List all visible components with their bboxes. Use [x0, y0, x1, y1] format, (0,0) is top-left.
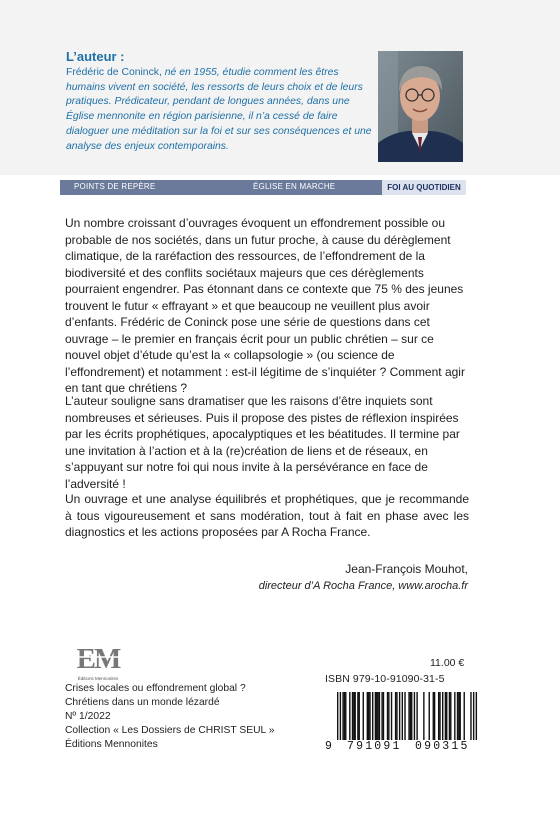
author-portrait [378, 51, 463, 162]
book-number: Nº 1/2022 [65, 710, 111, 722]
barcode-bar [357, 692, 358, 740]
book-title: Crises locales ou effondrement global ? [65, 683, 246, 694]
barcode-bar [387, 692, 388, 740]
barcode-group-1: 791091 [347, 740, 402, 753]
barcode-bar [352, 692, 353, 740]
barcode-bar [402, 692, 403, 740]
description-paragraph-2: L’auteur souligne sans dramatiser que les raisons d’être inquiets sont nombreuses et sérieuses. Puis il propose des pistes de réflexion inspirées par les écrits prophétiques, apocalyptiques et les béatitudes. Il termine par une invitation à l’action et à la (re)création de liens et de réseaux, en s’appuyant sur notre foi qui nous invite à la persévérance en face de l’adversité ! [65, 394, 460, 491]
barcode-bar [446, 692, 447, 740]
barcode-bar [433, 692, 434, 740]
barcode-bar [391, 692, 392, 740]
book-info [65, 682, 274, 752]
barcode-bar [368, 692, 369, 740]
barcode-bar [434, 692, 435, 740]
signature-name: Jean-François Mouhot, [345, 562, 468, 576]
barcode-bar [396, 692, 397, 740]
nav-tab-eglise-en-marche: ÉGLISE EN MARCHE [253, 182, 336, 191]
publisher-logo [68, 642, 128, 681]
portrait-image [378, 51, 463, 162]
author-section [0, 0, 560, 175]
description-paragraph-1: Un nombre croissant d’ouvrages évoquent un effondrement possible ou probable de nos sociétés, dans un futur proche, à cause du dérèglement climatique, de la raréfaction des ressources, de l’effondrement de la biodiversité et des conflits sociétaux majeurs que ces dérèglements pourraient engendrer. Pas étonnant dans ce contexte que 75 % des jeunes trouvent le futur « effrayant » et que beaucoup ne veuillent plus avoir d’enfants. Frédéric de Coninck pose une série de questions dans cet ouvrage – le premier en français écrit pour un public chrétien – sur ce nouvel objet d’étude qu’est la « collapsologie » (ou science de l’effondrement) et notamment : est-il légitime de s’inquiéter ? Comment agir en tant que chrétiens ? [65, 216, 465, 395]
barcode-bar [345, 692, 346, 740]
author-bio [66, 66, 372, 154]
nav-tab-foi-au-quotidien: FOI AU QUOTIDIEN [382, 180, 466, 195]
barcode-bar [464, 692, 465, 740]
barcode-bar [369, 692, 370, 740]
author-name: Frédéric de Coninck, [66, 67, 162, 78]
barcode-bar [375, 692, 376, 740]
barcode-bar [423, 692, 424, 740]
author-bio-text: né en 1955, étudie comment les êtres humains vivent en société, les ressorts de leurs choix et de leurs pratiques. Prédicateur, pendant de longues années, dans une Église mennonite en région parisienne, il n’a cessé de faire dialoguer une méditation sur la foi et sur ses conséquences et une analyse des enjeux contemporains. [66, 67, 372, 152]
em-logo-icon [68, 642, 128, 672]
book-subtitle: Chrétiens dans un monde lézardé [65, 696, 220, 708]
book-collection: Collection « Les Dossiers de CHRIST SEUL » [65, 724, 275, 736]
barcode-bar [470, 692, 471, 740]
barcode-bar [429, 692, 430, 740]
barcode-bar [355, 692, 356, 740]
barcode-bar [473, 692, 474, 740]
logo-caption: Éditions Mennonites [77, 676, 119, 681]
barcode-bar [404, 692, 405, 740]
barcode-bar [337, 692, 338, 740]
barcode-bar [438, 692, 439, 740]
barcode-bar [376, 692, 377, 740]
logo-letters: EM [76, 643, 120, 672]
barcode-bar [416, 692, 417, 740]
isbn-text: ISBN 979-10-91090-31-5 [325, 673, 445, 685]
barcode-first-digit: 9 [325, 740, 332, 753]
barcode-bar [379, 692, 380, 740]
barcode-bar [372, 692, 373, 740]
nav-tab-points-de-repere: POINTS DE REPÈRE [74, 182, 156, 191]
barcode-bar [439, 692, 440, 740]
barcode-bar [449, 692, 450, 740]
barcode-bar [349, 692, 350, 740]
barcode-bar [359, 692, 360, 740]
barcode-bar [450, 692, 451, 740]
barcode-bar [411, 692, 412, 740]
barcode-bar [445, 692, 446, 740]
series-nav-bar [60, 180, 466, 195]
barcode-bar [367, 692, 368, 740]
barcode-bar [388, 692, 389, 740]
barcode-bar [410, 692, 411, 740]
barcode-bar [340, 692, 341, 740]
barcode-bar [381, 692, 382, 740]
barcode-bar [363, 692, 364, 740]
barcode-bar [399, 692, 400, 740]
barcode-bar [414, 692, 415, 740]
barcode-bar [383, 692, 384, 740]
barcode-bar [442, 692, 443, 740]
price: 11.00 € [430, 657, 465, 669]
signature-role: directeur d’A Rocha France, www.arocha.fr [258, 580, 468, 592]
barcode-bar [408, 692, 409, 740]
barcode-bar [460, 692, 461, 740]
barcode-bar [457, 692, 458, 740]
barcode-bar [395, 692, 396, 740]
barcode-bar [342, 692, 343, 740]
description-paragraph-3: Un ouvrage et une analyse équilibrés et prophétiques, que je recommande à tous vigoureusement et sans modération, tout à fait en phase avec les diagnostics et les actions proposées par A Rocha France. [65, 492, 469, 539]
barcode-group-2: 090315 [415, 740, 470, 753]
book-publisher: Éditions Mennonites [65, 738, 158, 750]
barcode-bar [476, 692, 477, 740]
barcode-bar [454, 692, 455, 740]
barcode-bar [377, 692, 378, 740]
author-heading: L’auteur : [66, 49, 125, 64]
signature [259, 561, 468, 595]
barcode-bar [344, 692, 345, 740]
barcode-bar [458, 692, 459, 740]
barcode-bar [353, 692, 354, 740]
